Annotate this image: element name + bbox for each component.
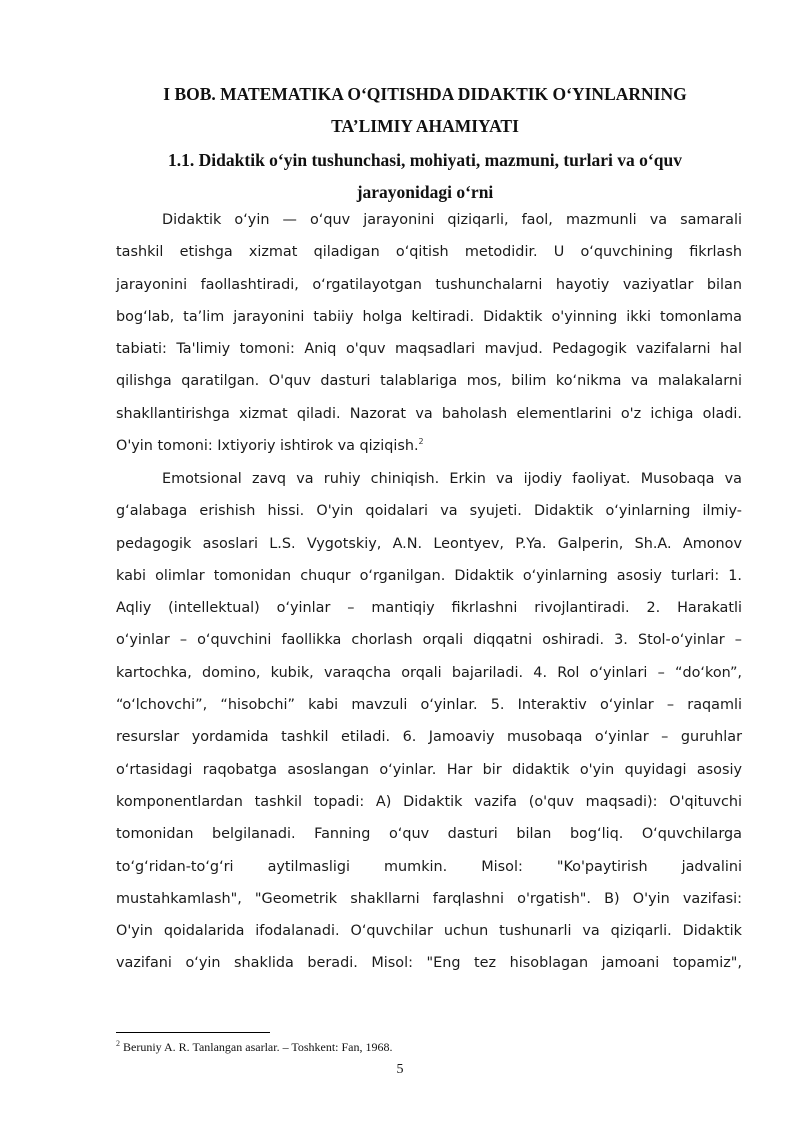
paragraph-line: Didaktik o‘yin — o‘quv jarayonini qiziqarli, faol, mazmunli va samarali <box>162 212 742 228</box>
footnote-reference[interactable]: 2 <box>418 437 424 447</box>
paragraph-line: tomonidan belgilanadi. Fanning o‘quv dasturi bilan bog‘liq. O‘quvchilarga <box>116 826 742 843</box>
footnote-number: 2 <box>116 1039 120 1048</box>
paragraph-line: vazifani o‘yin shaklida beradi. Misol: "Eng tez hisoblagan jamoani topamiz", <box>116 955 742 972</box>
paragraph-line: “o‘lchovchi”, “hisobchi” kabi mavzuli o‘yinlar. 5. Interaktiv o‘yinlar – raqamli <box>116 697 742 714</box>
section-heading <box>110 144 740 208</box>
chapter-heading <box>110 78 740 142</box>
footnote <box>116 1039 736 1055</box>
chapter-heading-line-2: TA’LIMIY AHAMIYATI <box>331 116 519 136</box>
paragraph-line: resurslar yordamida tashkil etiladi. 6. Jamoaviy musobaqa o‘yinlar – guruhlar <box>116 729 742 746</box>
paragraph-2 <box>116 463 742 980</box>
paragraph-line: to‘g‘ridan-to‘g‘ri aytilmasligi mumkin. Misol: "Ko'paytirish jadvalini <box>116 858 742 875</box>
footnote-text: Beruniy A. R. Tanlangan asarlar. – Toshkent: Fan, 1968. <box>123 1040 393 1054</box>
paragraph-line: Aqliy (intellektual) o‘yinlar – mantiqiy fikrlashni rivojlantiradi. 2. Harakatli <box>116 600 742 617</box>
paragraph-line: tashkil etishga xizmat qiladigan o‘qitish metodidir. U o‘quvchining fikrlash <box>116 244 742 261</box>
paragraph-line: o‘yinlar – o‘quvchini faollikka chorlash orqali diqqatni oshiradi. 3. Stol-o‘yinlar – <box>116 632 742 649</box>
paragraph-1 <box>116 204 742 462</box>
paragraph-line: kabi olimlar tomonidan chuqur o‘rganilgan. Didaktik o‘yinlarning asosiy turlari: 1. <box>116 567 742 584</box>
paragraph-line: qilishga qaratilgan. O'quv dasturi talablariga mos, bilim ko‘nikma va malakalarni <box>116 373 742 390</box>
paragraph-line: jarayonini faollashtiradi, o‘rgatilayotgan tushunchalarni hayotiy vaziyatlar bilan <box>116 276 742 293</box>
section-heading-line-2: jarayonidagi o‘rni <box>356 182 494 202</box>
paragraph-line: mustahkamlash", "Geometrik shakllarni farqlashni o'rgatish". B) O'yin vazifasi: <box>116 890 742 907</box>
chapter-heading-line-1: I BOB. MATEMATIKA O‘QITISHDA DIDAKTIK O‘YINLARNING <box>163 84 687 104</box>
paragraph-line: o‘rtasidagi raqobatga asoslangan o‘yinlar. Har bir didaktik o'yin quyidagi asosiy <box>116 761 742 778</box>
paragraph-line: shakllantirishga xizmat qiladi. Nazorat va baholash elementlarini o'z ichiga oladi. <box>116 405 742 422</box>
paragraph-last-line <box>116 430 742 462</box>
paragraph-line: Emotsional zavq va ruhiy chiniqish. Erkin va ijodiy faoliyat. Musobaqa va <box>162 471 742 487</box>
paragraph-line: g‘alabaga erishish hissi. O'yin qoidalari va syujeti. Didaktik o‘yinlarning ilmiy- <box>116 503 742 520</box>
paragraph-line-text: O'yin tomoni: Ixtiyoriy ishtirok va qiziqish. <box>116 438 419 455</box>
footnote-separator <box>116 1032 270 1033</box>
paragraph-line: tabiati: Ta'limiy tomoni: Aniq o'quv maqsadlari mavjud. Pedagogik vazifalarni hal <box>116 341 742 358</box>
paragraph-line: kartochka, domino, kubik, varaqcha orqali bajariladi. 4. Rol o‘yinlari – “do‘kon”, <box>116 664 742 681</box>
paragraph-line: bog‘lab, ta’lim jarayonini tabiiy holga keltiradi. Didaktik o'yinning ikki tomonlama <box>116 308 742 325</box>
paragraph-line: komponentlardan tashkil topadi: A) Didaktik vazifa (o'quv maqsadi): O'qituvchi <box>116 793 742 810</box>
section-heading-line-1: 1.1. Didaktik o‘yin tushunchasi, mohiyati, mazmuni, turlari va o‘quv <box>168 150 682 170</box>
paragraph-line: O'yin qoidalarida ifodalanadi. O‘quvchilar uchun tushunarli va qiziqarli. Didaktik <box>116 923 742 940</box>
page-number: 5 <box>396 1062 404 1077</box>
paragraph-line: pedagogik asoslari L.S. Vygotskiy, A.N. Leontyev, P.Ya. Galperin, Sh.A. Amonov <box>116 535 742 552</box>
